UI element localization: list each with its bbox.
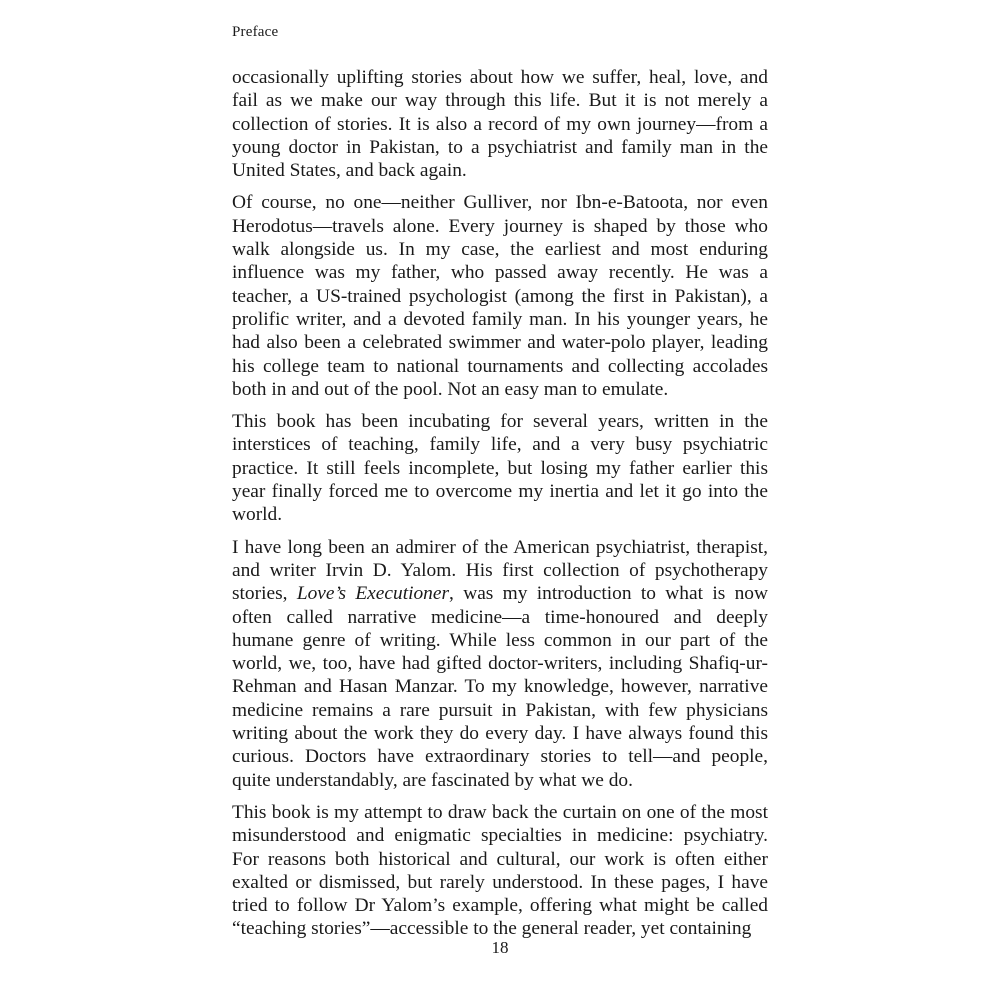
- book-title-italic: Love’s Executioner: [296, 583, 450, 605]
- page-number: 18: [491, 938, 509, 957]
- body-text: [232, 66, 768, 950]
- paragraph-4: [232, 536, 768, 792]
- paragraph-1: occasionally uplifting stories about how we suffer, heal, love, and fail as we make our way through this life. But it is not merely a collection of stories. It is also a record of my own journey—from a young doctor in Pakistan, to a psychiatrist and family man in the United States, and back again.: [232, 67, 768, 182]
- paragraph-4-rest: , was my introduction to what is now often called narrative medicine—a time-honoured and deeply humane genre of writing. While less common in our part of the world, we, too, have had gifted doctor-writers, including Shafiq-ur-Rehman and Hasan Manzar. To my knowledge, however, narrative medicine remains a rare pursuit in Pakistan, with few physicians writing about the work they do every day. I have always found this curious. Doctors have extraordinary stories to tell—and people, quite understandably, are fascinated by what we do.: [232, 583, 768, 791]
- paragraph-2: Of course, no one—neither Gulliver, nor Ibn-e-Batoota, nor even Herodotus—travels alone. Every journey is shaped by those who walk alongside us. In my case, the earliest and most enduring influence was my father, who passed away recently. He was a teacher, a US-trained psychologist (among the first in Pakistan), a prolific writer, and a devoted family man. In his younger years, he had also been a celebrated swimmer and water-polo player, leading his college team to national tournaments and collecting accolades both in and out of the pool. Not an easy man to emulate.: [232, 192, 768, 400]
- running-head: Preface: [232, 24, 279, 40]
- paragraph-5: This book is my attempt to draw back the curtain on one of the most misunderstood and enigmatic specialties in medicine: psychiatry. For reasons both historical and cultural, our work is often either exalted or dismissed, but rarely understood. In these pages, I have tried to follow Dr Yalom’s example, offering what might be called “teaching stories”—accessible to the general reader, yet containing: [232, 801, 768, 940]
- paragraph-3: This book has been incubating for several years, written in the interstices of teaching, family life, and a very busy psychiatric practice. It still feels incomplete, but losing my father earlier this year finally forced me to overcome my inertia and let it go into the world.: [232, 411, 768, 526]
- paragraph-4-lead: I have long been an admirer of the American psychiatrist, therapist, and writer Irvin D. Yalom. His first collection of psychotherapy stories,: [232, 536, 768, 605]
